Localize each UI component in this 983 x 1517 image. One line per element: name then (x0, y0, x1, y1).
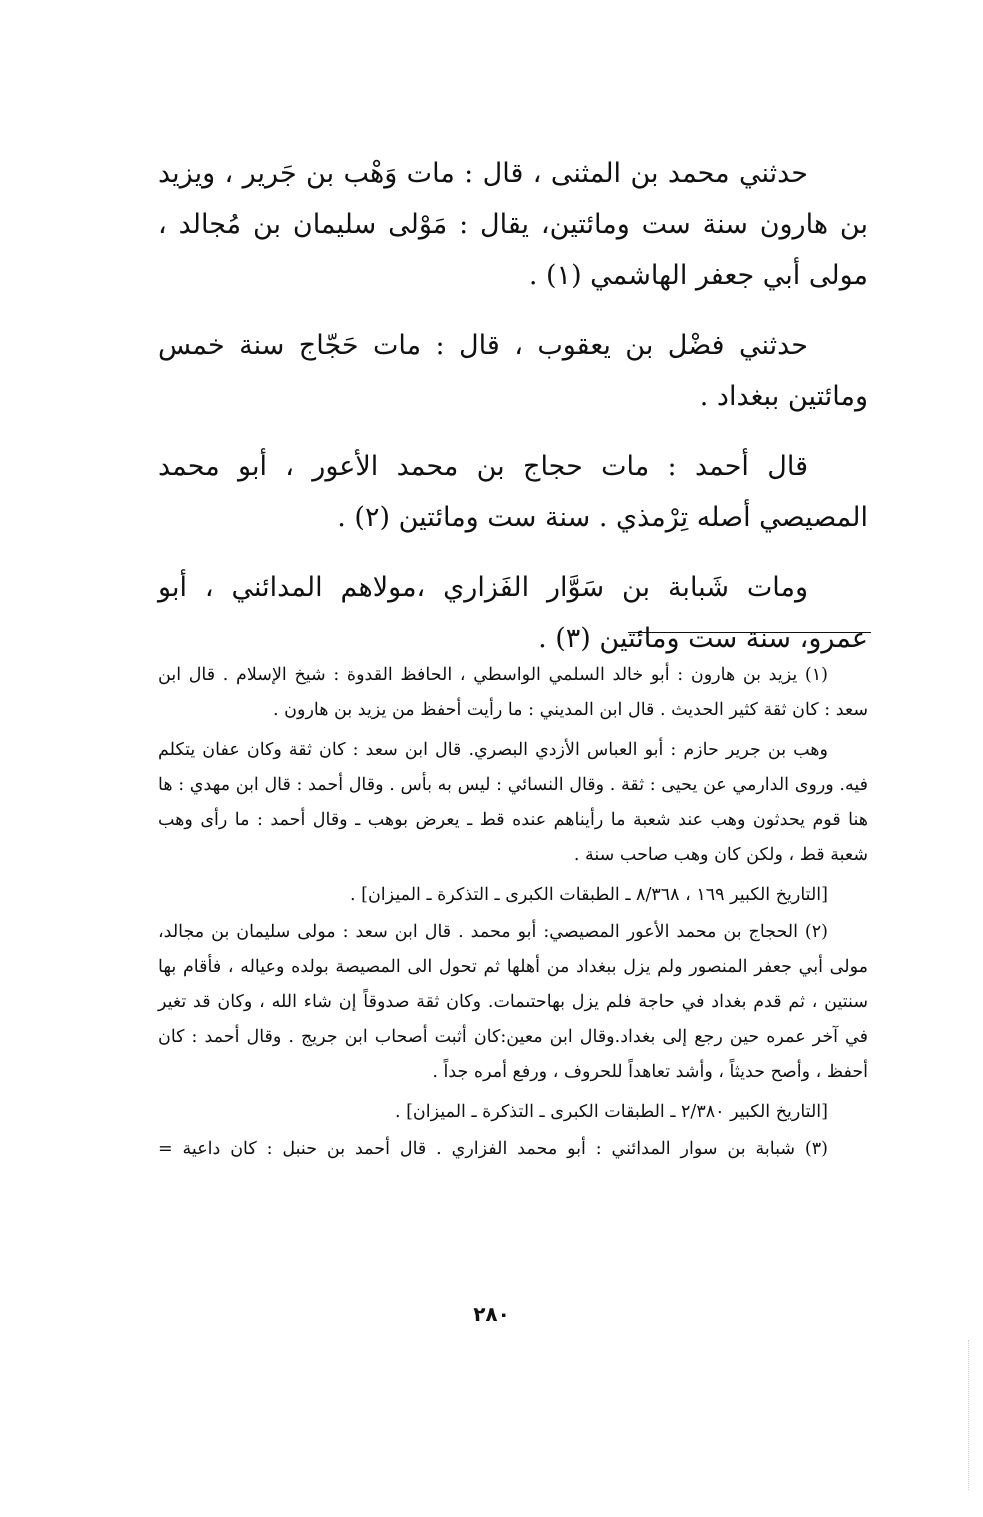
main-paragraph-3: قال أحمد : مات حجاج بن محمد الأعور ، أبو محمد المصيصي أصله تِرْمذي . سنة ست ومائتين (٢) . (158, 451, 868, 533)
footnote-1-continued: وهب بن جرير حازم : أبو العباس الأزدي البصري. قال ابن سعد : كان ثقة وكان عفان يتكلم فيه. وروى الدارمي عن يحيى : ثقة . وقال النسائي : ليس به بأس . وقال أحمد : قال ابن مهدي : ها هنا قوم يحدثون وهب عند شعبة ما رأيناهم عنده قط ـ يعرض بوهب ـ وقال أحمد : ما رأى وهب شعبة قط ، ولكن كان وهب صاحب سنة . (158, 740, 868, 865)
main-paragraph-1: حدثني محمد بن المثنى ، قال : مات وَهْب بن جَرير ، ويزيد بن هارون سنة ست ومائتين، يقال : مَوْلى سليمان بن مُجالد ، مولى أبي جعفر الهاشمي (١) . (158, 158, 868, 291)
main-paragraph-4: ومات شَبابة بن سَوَّار الفَزاري ،مولاهم المدائني ، أبو عمرو، سنة ست ومائتين (٣) . (158, 572, 868, 654)
footnote-3: (٣) شبابة بن سوار المدائني : أبو محمد الفزاري . قال أحمد بن حنبل : كان داعية = (158, 1139, 828, 1159)
footnote-1: (١) يزيد بن هارون : أبو خالد السلمي الواسطي ، الحافظ القدوة : شيخ الإسلام . قال ابن سعد : كان ثقة كثير الحديث . قال ابن المديني : ما رأيت أحفظ من يزيد بن هارون . (158, 665, 868, 720)
footnote-2-references: [التاريخ الكبير ٢/٣٨٠ ـ الطبقات الكبرى ـ التذكرة ـ الميزان] . (394, 1102, 828, 1122)
main-paragraph-2: حدثني فضْل بن يعقوب ، قال : مات حَجّاج سنة خمس ومائتين ببغداد . (158, 330, 868, 412)
footnote-divider (628, 632, 871, 633)
page-number: ٢٨٠ (473, 1302, 510, 1326)
footnote-1-references: [التاريخ الكبير ١٦٩ ، ٨/٣٦٨ ـ الطبقات الكبرى ـ التذكرة ـ الميزان] . (350, 885, 828, 905)
scan-edge-marks (968, 1340, 969, 1490)
footnote-2: (٢) الحجاج بن محمد الأعور المصيصي: أبو محمد . قال ابن سعد : مولى سليمان بن مجالد، مولى أبي جعفر المنصور ولم يزل ببغداد من أهلها ثم تحول الى المصيصة بولده وعياله ، فأقام بها سنتين ، ثم قدم بغداد في حاجة فلم يزل بهاحتىمات. وكان ثقة صدوقاً إن شاء الله ، وكان قد تغير في آخر عمره حين رجع إلى بغداد.وقال ابن معين:كان أثبت أصحاب ابن جريج . وقال أحمد : كان أحفظ ، وأصح حديثاً ، وأشد تعاهداً للحروف ، ورفع أمره جداً . (158, 922, 868, 1082)
main-text (158, 148, 868, 683)
footnotes (158, 658, 868, 1172)
